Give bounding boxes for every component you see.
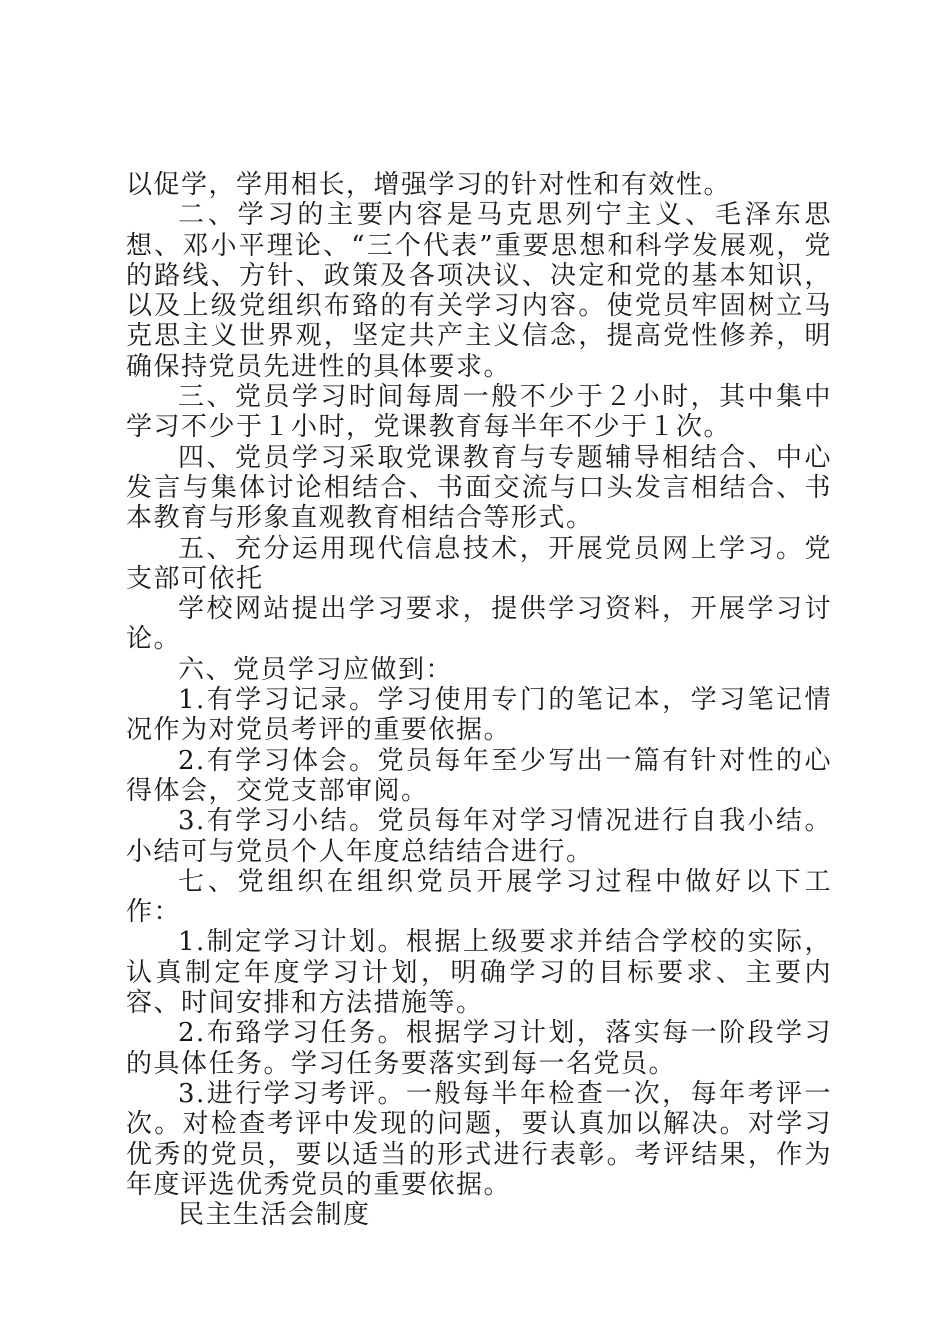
paragraph-item-7-3: 3.进行学习考评。一般每半年检查一次，每年考评一次。对检查考评中发现的问题，要认真加以解决。对学习优秀的党员，要以适当的形式进行表彰。考评结果，作为年度评选优秀党员的重要依据。 bbox=[126, 1078, 832, 1200]
paragraph-item-7-2: 2.布臵学习任务。根据学习计划，落实每一阶段学习的具体任务。学习任务要落实到每一名党员。 bbox=[126, 1018, 832, 1079]
paragraph-item-6-3: 3.有学习小结。党员每年对学习情况进行自我小结。小结可与党员个人年度总结结合进行。 bbox=[126, 806, 832, 867]
paragraph-item-6-1: 1.有学习记录。学习使用专门的笔记本，学习笔记情况作为对党员考评的重要依据。 bbox=[126, 685, 832, 746]
paragraph-section-3: 三、党员学习时间每周一般不少于２小时，其中集中学习不少于１小时，党课教育每半年不少于１次。 bbox=[126, 382, 832, 443]
paragraph-item-7-1: 1.制定学习计划。根据上级要求并结合学校的实际，认真制定年度学习计划，明确学习的目标要求、主要内容、时间安排和方法措施等。 bbox=[126, 927, 832, 1019]
paragraph-continuation: 以促学，学用相长，增强学习的针对性和有效性。 bbox=[126, 170, 732, 200]
paragraph-section-6: 六、党员学习应做到： bbox=[178, 654, 454, 685]
paragraph-section-5: 五、充分运用现代信息技术，开展党员网上学习。党支部可依托 bbox=[126, 533, 832, 594]
paragraph-section-7: 七、党组织在组织党员开展学习过程中做好以下工作： bbox=[126, 866, 832, 928]
paragraph-section-5-cont: 学校网站提出学习要求，提供学习资料，开展学习讨论。 bbox=[126, 594, 832, 655]
section-heading-democratic-life: 民主生活会制度 bbox=[178, 1200, 371, 1231]
paragraph-item-6-2: 2.有学习体会。党员每年至少写出一篇有针对性的心得体会，交党支部审阅。 bbox=[126, 745, 832, 806]
document-body bbox=[126, 170, 832, 1230]
paragraph-section-2: 二、学习的主要内容是马克思列宁主义、毛泽东思想、邓小平理论、“三个代表”重要思想和科学发展观，党的路线、方针、政策及各项决议、决定和党的基本知识，以及上级党组织布臵的有关学习内容。使党员牢固树立马克思主义世界观，坚定共产主义信念，提高党性修养，明确保持党员先进性的具体要求。 bbox=[126, 200, 832, 382]
paragraph-section-4: 四、党员学习采取党课教育与专题辅导相结合、中心发言与集体讨论相结合、书面交流与口头发言相结合、书本教育与形象直观教育相结合等形式。 bbox=[126, 442, 832, 534]
